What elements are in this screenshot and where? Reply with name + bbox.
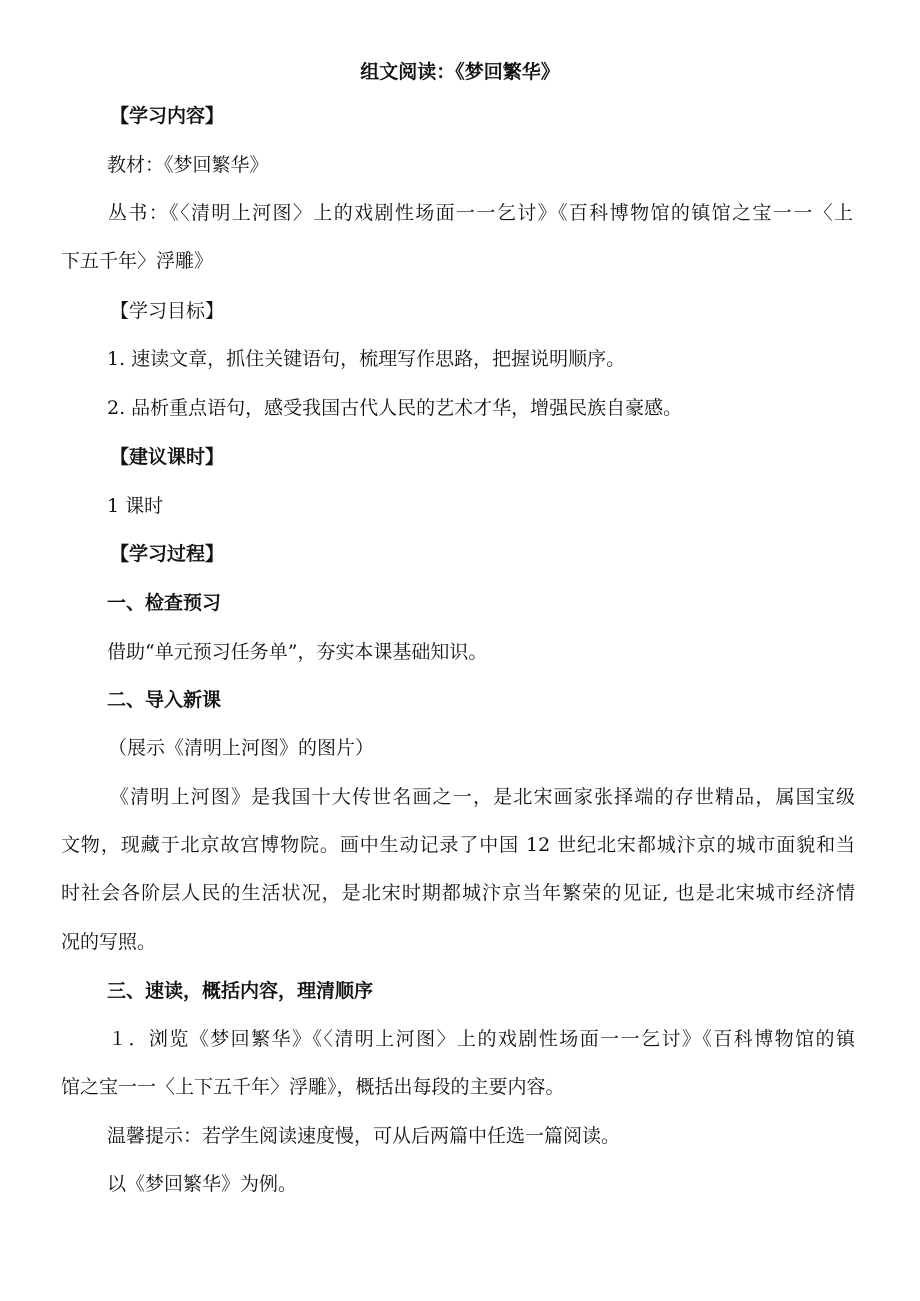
reading-tip: 温馨提示：若学生阅读速度慢，可从后两篇中任选一篇阅读。 bbox=[107, 1125, 621, 1147]
document-title: 组文阅读：《梦回繁华》 bbox=[360, 61, 560, 83]
series-line-2: 下五千年〉浮雕》 bbox=[61, 250, 214, 272]
intro-paragraph-line-1: 《清明上河图》是我国十大传世名画之一，是北宋画家张择端的存世精品，属国宝级 bbox=[110, 786, 855, 808]
section-heading-process: 【学习过程】 bbox=[110, 543, 225, 565]
step3-item1-line-1: １．浏览《梦回繁华》《〈清明上河图〉上的戏剧性场面一一乞讨》《百科博物馆的镇 bbox=[108, 1028, 855, 1050]
hours-value: 1 课时 bbox=[107, 495, 164, 517]
intro-paragraph-line-2: 文物，现藏于北京故宫博物院。画中生动记录了中国 12 世纪北宋都城汴京的城市面貌和当 bbox=[61, 834, 855, 856]
step3-item1-line-2: 馆之宝一一〈上下五千年〉浮雕》，概括出每段的主要内容。 bbox=[61, 1076, 565, 1098]
example-line: 以《梦回繁华》为例。 bbox=[107, 1173, 298, 1195]
section-heading-content: 【学习内容】 bbox=[110, 105, 225, 127]
step2-show-image: （展示《清明上河图》的图片） bbox=[108, 737, 375, 759]
goal-1: 1. 速读文章，抓住关键语句，梳理写作思路，把握说明顺序。 bbox=[107, 348, 626, 370]
step3-heading: 三、速读，概括内容，理清顺序 bbox=[107, 980, 374, 1002]
section-heading-goals: 【学习目标】 bbox=[110, 300, 225, 322]
intro-paragraph-line-4: 况的写照。 bbox=[61, 931, 157, 953]
section-heading-hours: 【建议课时】 bbox=[110, 446, 225, 468]
series-line-1: 丛书：《〈清明上河图〉上的戏剧性场面一一乞讨》《百科博物馆的镇馆之宝一一〈上 bbox=[108, 202, 853, 224]
step1-text: 借助“单元预习任务单”，夯实本课基础知识。 bbox=[107, 641, 488, 663]
step2-heading: 二、导入新课 bbox=[107, 689, 222, 711]
intro-paragraph-line-3: 时社会各阶层人民的生活状况，是北宋时期都城汴京当年繁荣的见证, 也是北宋城市经济情 bbox=[61, 882, 855, 904]
textbook-line: 教材：《梦回繁华》 bbox=[107, 154, 269, 176]
step1-heading: 一、检查预习 bbox=[107, 592, 222, 614]
goal-2: 2. 品析重点语句，感受我国古代人民的艺术才华，增强民族自豪感。 bbox=[107, 397, 683, 419]
